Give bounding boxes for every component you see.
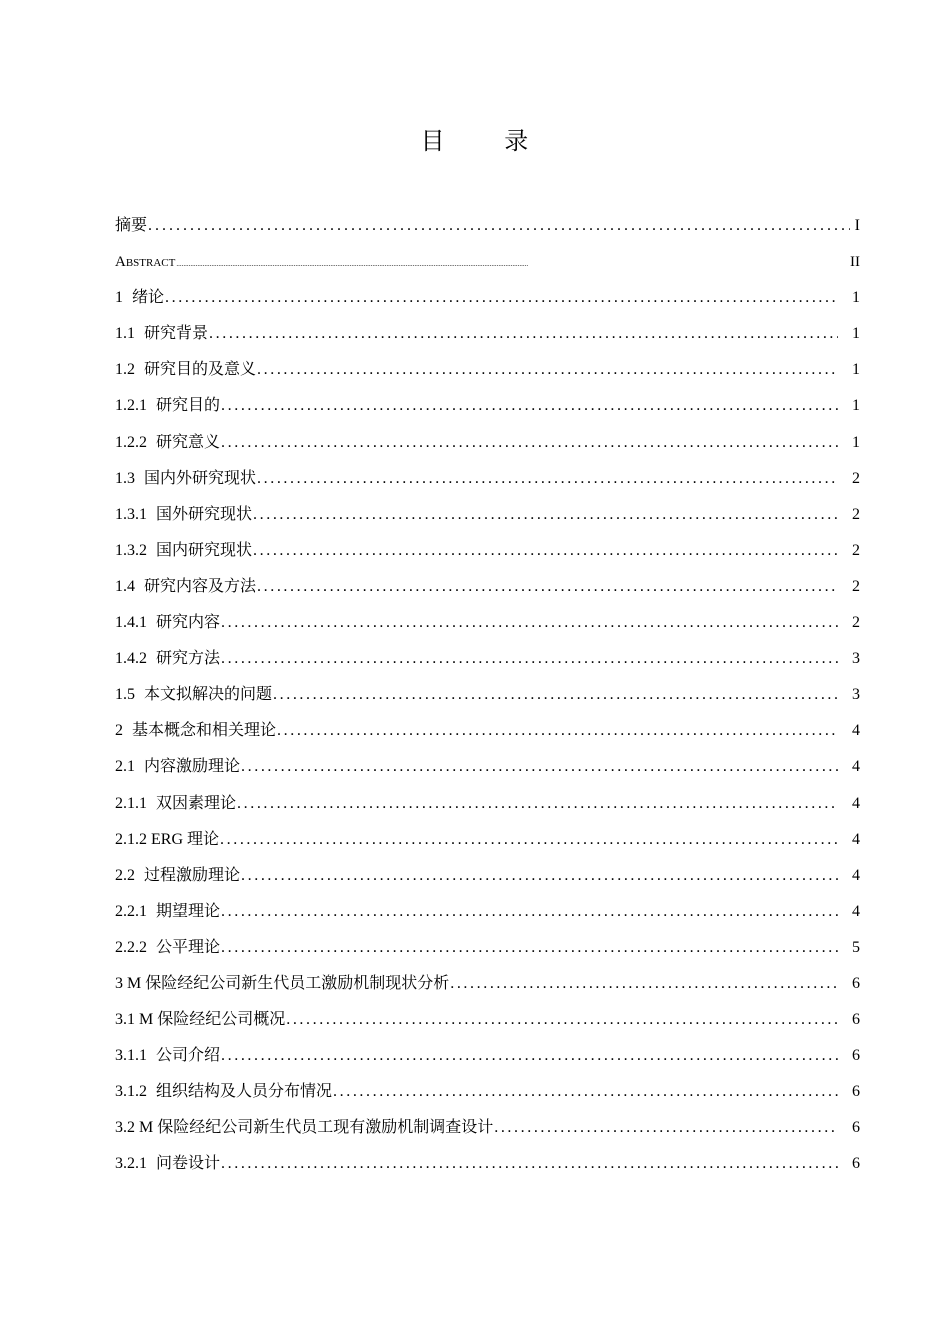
toc-page-number: 1 (852, 433, 860, 451)
toc-page-number: 3 (852, 650, 860, 668)
toc-entry[interactable] (115, 858, 860, 894)
toc-section-title: M 保险经纪公司新生代员工现有激励机制调查设计 (139, 1119, 494, 1137)
toc-page-number: 6 (852, 1011, 860, 1029)
toc-leader-dots (208, 316, 838, 352)
toc-page-number: 3 (852, 686, 860, 704)
toc-page-number: 6 (852, 1155, 860, 1173)
toc-entry[interactable] (115, 425, 860, 461)
toc-page-number: 2 (852, 577, 860, 595)
toc-section-number: 1.3.2 (115, 541, 147, 559)
toc-entry-label (115, 280, 164, 316)
toc-leader-dots (220, 1038, 838, 1074)
toc-entry[interactable] (115, 786, 860, 822)
toc-entry-label (115, 1074, 332, 1110)
toc-section-title: 基本概念和相关理论 (132, 722, 277, 740)
toc-section-number: 2.1.2 (115, 830, 147, 848)
toc-section-number: 2.1 (115, 758, 135, 776)
toc-entry[interactable] (115, 1146, 860, 1182)
toc-entry-label (115, 569, 256, 605)
toc-section-number: 1.2.1 (115, 397, 147, 415)
toc-entry[interactable] (115, 1038, 860, 1074)
toc-section-number: 2.2.2 (115, 938, 147, 956)
toc-section-number: 3.2 (115, 1119, 135, 1137)
toc-page-number: 4 (852, 830, 860, 848)
toc-entry-abstract-cn[interactable] (115, 208, 860, 244)
toc-leader-dots (220, 1146, 838, 1182)
toc-entry[interactable] (115, 461, 860, 497)
toc-entry-label (115, 605, 220, 641)
toc-entry-label (115, 966, 449, 1002)
toc-section-title: 研究目的及意义 (144, 361, 257, 379)
toc-title: 目 录 (420, 127, 555, 155)
toc-entry-label (115, 641, 220, 677)
toc-entry[interactable] (115, 352, 860, 388)
toc-leader-dots (285, 1002, 838, 1038)
toc-entry-label (115, 1146, 220, 1182)
toc-section-number: 1.3 (115, 469, 135, 487)
toc-leader-dots (220, 641, 838, 677)
toc-section-title: 过程激励理论 (144, 866, 241, 884)
toc-entry[interactable] (115, 605, 860, 641)
toc-entry[interactable] (115, 280, 860, 316)
toc-section-number: 2.1.1 (115, 794, 147, 812)
toc-leader-dots (220, 894, 838, 930)
toc-entry[interactable] (115, 894, 860, 930)
toc-page-number: 2 (852, 469, 860, 487)
toc-entry-label (115, 930, 220, 966)
toc-section-number: 1.2.2 (115, 433, 147, 451)
toc-section-title: 公司介绍 (156, 1047, 221, 1065)
toc-leader-dots (332, 1074, 838, 1110)
toc-page-number: 6 (852, 1119, 860, 1137)
toc-page-number: 4 (852, 722, 860, 740)
toc-section-number: 3.1.1 (115, 1047, 147, 1065)
toc-entry-label (115, 533, 252, 569)
toc-page-number: 6 (852, 1047, 860, 1065)
toc-leader-dots (220, 605, 838, 641)
toc-section-number: 1.3.1 (115, 505, 147, 523)
toc-section-number: 1.1 (115, 325, 135, 343)
toc-entry[interactable] (115, 713, 860, 749)
toc-section-title: 期望理论 (156, 902, 221, 920)
toc-leader-dots (220, 425, 838, 461)
toc-entry-label (115, 894, 220, 930)
toc-page-number: 4 (852, 794, 860, 812)
toc-page-number: 1 (852, 289, 860, 307)
toc-page-number: I (854, 217, 860, 234)
toc-section-title: 双因素理论 (156, 794, 237, 812)
toc-entry[interactable] (115, 749, 860, 785)
toc-entry[interactable] (115, 966, 860, 1002)
toc-leader-dots (272, 677, 838, 713)
toc-entry-label (115, 497, 252, 533)
toc-section-title: 公平理论 (156, 938, 221, 956)
toc-section-title: ERG 理论 (151, 830, 220, 848)
toc-section-number: 1.2 (115, 361, 135, 379)
toc-leader-dots (256, 461, 838, 497)
toc-leader-dots (220, 930, 838, 966)
toc-section-title: 研究意义 (156, 433, 221, 451)
toc-entry[interactable] (115, 569, 860, 605)
toc-section-title: 研究内容 (156, 614, 221, 632)
toc-entry-label: Abstract (115, 254, 176, 271)
toc-section-title: 研究背景 (144, 325, 209, 343)
toc-leader-dots (147, 208, 850, 244)
toc-entry[interactable] (115, 316, 860, 352)
toc-section-title: M 保险经纪公司新生代员工激励机制现状分析 (127, 974, 450, 992)
toc-section-number: 1.4.2 (115, 650, 147, 668)
toc-section-title: 国内研究现状 (156, 541, 253, 559)
toc-section-number: 1.4 (115, 577, 135, 595)
toc-leader-dots (256, 352, 838, 388)
toc-leader-dots (236, 786, 838, 822)
toc-entry[interactable] (115, 641, 860, 677)
toc-leader-dots (240, 858, 838, 894)
toc-page-number: 6 (852, 974, 860, 992)
toc-section-title: 问卷设计 (156, 1155, 221, 1173)
toc-leader-dots (220, 388, 838, 424)
toc-section-number: 1 (115, 289, 123, 307)
toc-section-title: 国内外研究现状 (144, 469, 257, 487)
toc-page-number: 4 (852, 866, 860, 884)
toc-page-number: 6 (852, 1083, 860, 1101)
toc-leader-dots (276, 713, 838, 749)
toc-section-number: 2.2.1 (115, 902, 147, 920)
toc-section-title: 国外研究现状 (156, 505, 253, 523)
toc-section-number: 1.4.1 (115, 614, 147, 632)
toc-entry-label: 摘要 (115, 217, 148, 234)
toc-section-title: 内容激励理论 (144, 758, 241, 776)
toc-leader-dots (164, 280, 838, 316)
toc-section-number: 3.2.1 (115, 1155, 147, 1173)
toc-entry[interactable] (115, 497, 860, 533)
toc-entry-label (115, 1110, 493, 1146)
toc-entry[interactable] (115, 930, 860, 966)
toc-entry-label (115, 388, 220, 424)
toc-page-number: 1 (852, 325, 860, 343)
toc-section-title: M 保险经纪公司概况 (139, 1011, 286, 1029)
toc-page-number: 4 (852, 758, 860, 776)
toc-entry-label (115, 677, 272, 713)
toc-entry-abstract-en[interactable] (115, 244, 860, 280)
toc-entry-label (115, 786, 236, 822)
toc-entry-label (115, 425, 220, 461)
toc-page-number: 1 (852, 397, 860, 415)
toc-section-number: 3.1.2 (115, 1083, 147, 1101)
toc-leader-dots (252, 533, 838, 569)
toc-entry[interactable] (115, 1110, 860, 1146)
toc-section-title: 绪论 (132, 289, 165, 307)
toc-section-title: 研究方法 (156, 650, 221, 668)
toc-page-number: 1 (852, 361, 860, 379)
toc-section-number: 2 (115, 722, 123, 740)
toc-section-title: 本文拟解决的问题 (144, 686, 273, 704)
toc-entry[interactable] (115, 1074, 860, 1110)
toc-entry-label (115, 749, 240, 785)
toc-entry-label (115, 461, 256, 497)
toc-page-number: II (850, 254, 860, 271)
toc-section-title: 研究内容及方法 (144, 577, 257, 595)
toc-entry-label (115, 858, 240, 894)
toc-section-number: 1.5 (115, 686, 135, 704)
toc-section-title: 组织结构及人员分布情况 (156, 1083, 333, 1101)
toc-entry-label (115, 316, 208, 352)
toc-leader-dots (240, 749, 838, 785)
toc-leader-dots (449, 966, 838, 1002)
toc-section-number: 3 (115, 974, 123, 992)
toc-leader-dots (219, 822, 838, 858)
toc-page-number: 5 (852, 938, 860, 956)
toc-page-number: 4 (852, 902, 860, 920)
toc-entry-label (115, 713, 276, 749)
toc-entry[interactable] (115, 822, 860, 858)
toc-entry-label (115, 352, 256, 388)
toc-page-number: 2 (852, 541, 860, 559)
toc-entry[interactable] (115, 1002, 860, 1038)
toc-page-number: 2 (852, 505, 860, 523)
toc-section-number: 2.2 (115, 866, 135, 884)
toc-leader-dots (252, 497, 838, 533)
toc-entry[interactable] (115, 533, 860, 569)
table-of-contents (115, 208, 860, 1183)
toc-leader-dots (493, 1110, 838, 1146)
toc-entry[interactable] (115, 388, 860, 424)
toc-leader-dots (256, 569, 838, 605)
toc-entry-label (115, 1002, 285, 1038)
toc-entry-label (115, 1038, 220, 1074)
toc-section-title: 研究目的 (156, 397, 221, 415)
toc-section-number: 3.1 (115, 1011, 135, 1029)
toc-entry[interactable] (115, 677, 860, 713)
toc-entry-label (115, 822, 219, 858)
toc-leader-dots (175, 246, 850, 282)
toc-page-number: 2 (852, 614, 860, 632)
